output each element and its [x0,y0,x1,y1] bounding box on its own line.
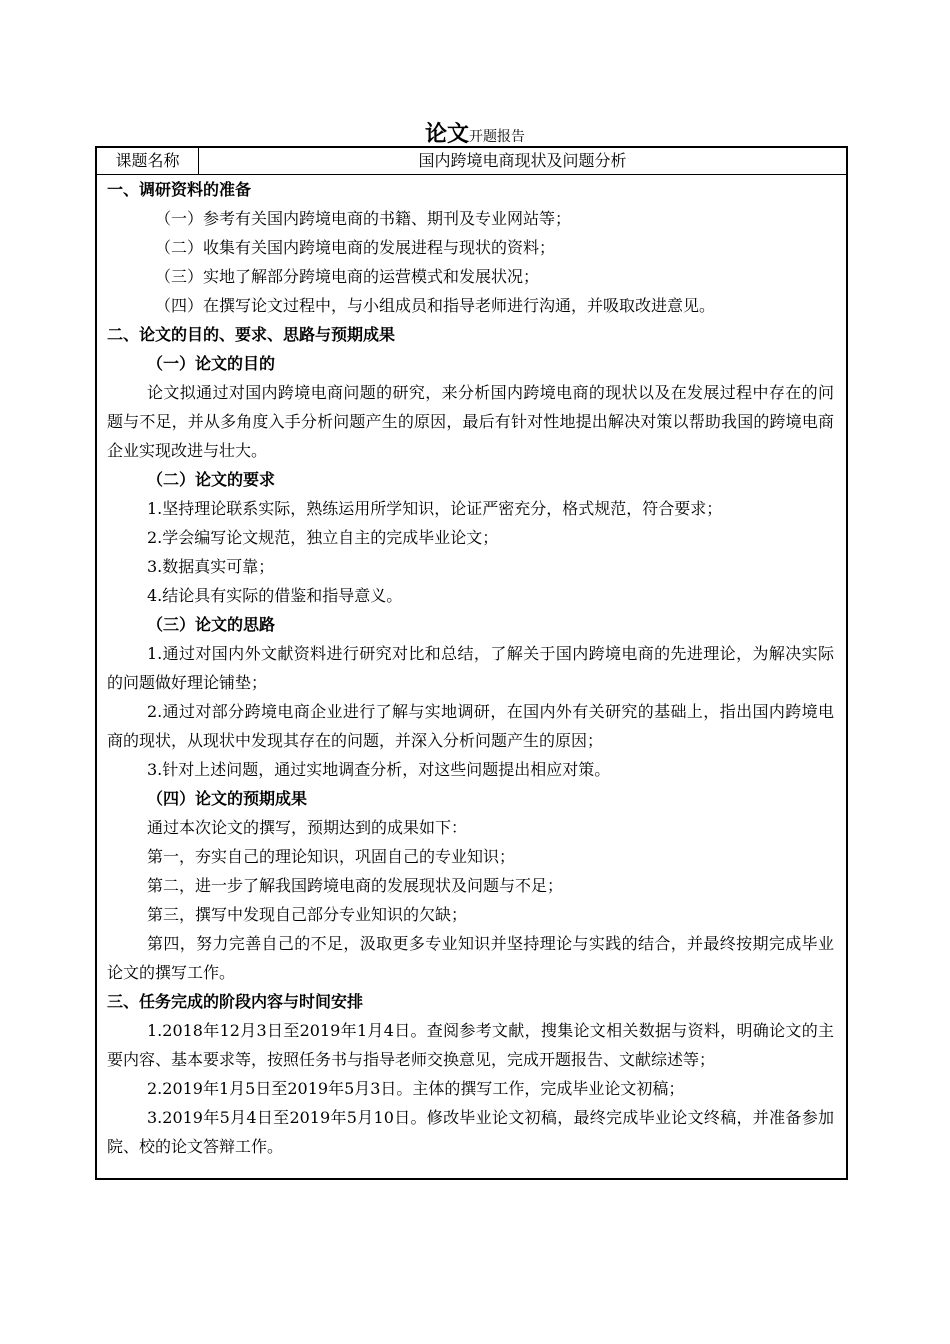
purpose-heading: （一）论文的目的 [147,354,276,373]
results-heading: （四）论文的预期成果 [147,789,308,808]
list-item: 第一，夯实自己的理论知识，巩固自己的专业知识； [147,847,516,866]
list-item: 第四，努力完善自己的不足，汲取更多专业知识并坚持理论与实践的结合，并最终按期完成毕业论文的撰写工作。 [107,934,834,982]
list-item: 1.通过对国内外文献资料进行研究对比和总结，了解关于国内跨境电商的先进理论，为解决实际的问题做好理论铺垫； [107,644,834,692]
list-item: 2.2019年1月5日至2019年5月3日。主体的撰写工作，完成毕业论文初稿； [147,1079,685,1098]
list-item: 第二，进一步了解我国跨境电商的发展现状及问题与不足； [147,876,564,895]
list-item: （一）参考有关国内跨境电商的书籍、期刊及专业网站等； [155,209,572,228]
section-2-heading: 二、论文的目的、要求、思路与预期成果 [107,325,396,344]
title-main: 论文 [424,121,469,147]
report-content [97,175,846,1161]
section-1-heading: 一、调研资料的准备 [107,180,252,199]
list-item: 2.学会编写论文规范，独立自主的完成毕业论文； [147,528,499,547]
list-item: （四）在撰写论文过程中，与小组成员和指导老师进行沟通，并吸取改进意见。 [155,296,716,315]
list-item: 第三，撰写中发现自己部分专业知识的欠缺； [147,905,468,924]
approach-heading: （三）论文的思路 [147,615,276,634]
requirements-heading: （二）论文的要求 [147,470,276,489]
list-item: 3.数据真实可靠； [147,557,275,576]
topic-label: 课题名称 [97,148,199,174]
topic-row [97,148,846,175]
title-sub: 开题报告 [469,129,525,145]
topic-value: 国内跨境电商现状及问题分析 [418,151,627,170]
list-item: 4.结论具有实际的借鉴和指导意义。 [147,586,403,605]
report-table [95,146,848,1180]
purpose-paragraph: 论文拟通过对国内跨境电商问题的研究，来分析国内跨境电商的现状以及在发展过程中存在的问题与不足，并从多角度入手分析问题产生的原因，最后有针对性地提出解决对策以帮助我国的跨境电商企业实现改进与壮大。 [107,383,834,460]
list-item: 3.针对上述问题，通过实地调查分析，对这些问题提出相应对策。 [147,760,611,779]
section-3-heading: 三、任务完成的阶段内容与时间安排 [107,992,364,1011]
list-item: 3.2019年5月4日至2019年5月10日。修改毕业论文初稿，最终完成毕业论文终稿，并准备参加院、校的论文答辩工作。 [107,1108,834,1156]
list-item: （三）实地了解部分跨境电商的运营模式和发展状况； [155,267,540,286]
list-item: 1.坚持理论联系实际，熟练运用所学知识，论证严密充分，格式规范，符合要求； [147,499,723,518]
list-item: 1.2018年12月3日至2019年1月4日。查阅参考文献，搜集论文相关数据与资料，明确论文的主要内容、基本要求等，按照任务书与指导老师交换意见，完成开题报告、文献综述等； [107,1021,834,1069]
list-item: 通过本次论文的撰写，预期达到的成果如下： [147,818,468,837]
list-item: （二）收集有关国内跨境电商的发展进程与现状的资料； [155,238,556,257]
list-item: 2.通过对部分跨境电商企业进行了解与实地调研，在国内外有关研究的基础上，指出国内跨境电商的现状，从现状中发现其存在的问题，并深入分析问题产生的原因； [107,702,834,750]
